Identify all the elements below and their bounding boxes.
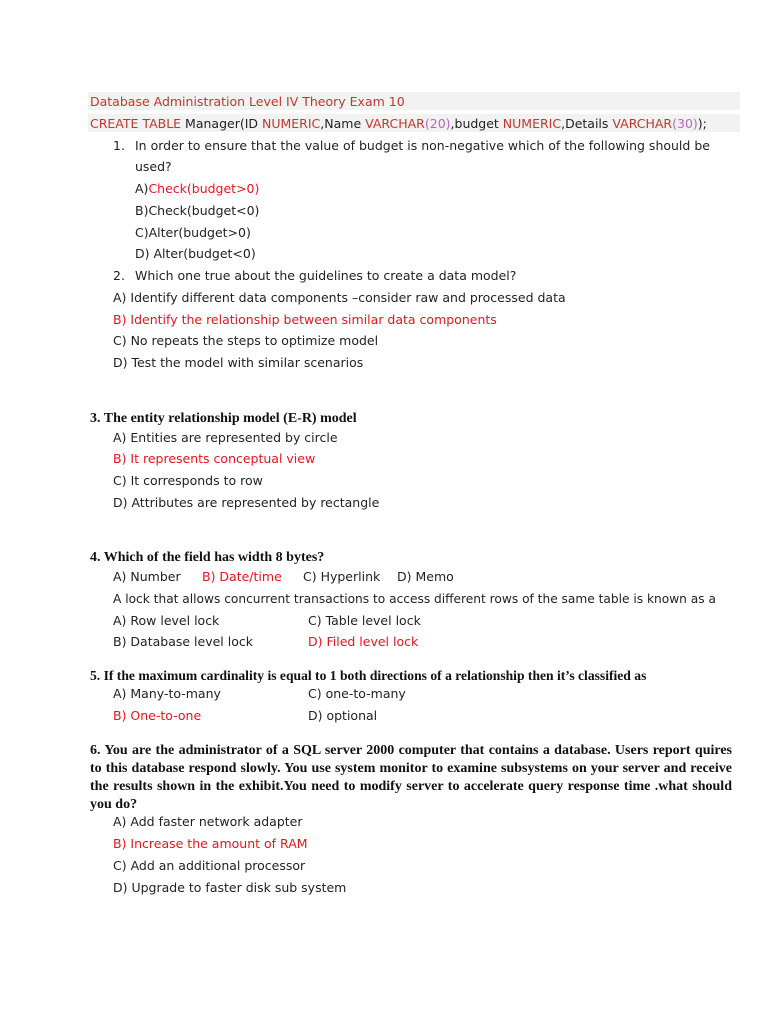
sql-text: ,Details bbox=[561, 116, 613, 131]
answer-option: C) It corresponds to row bbox=[113, 473, 263, 488]
question-text: Which one true about the guidelines to create a data model? bbox=[135, 268, 517, 283]
question-text: 3. The entity relationship model (E-R) model bbox=[90, 411, 357, 426]
answer-option: C) Hyperlink bbox=[303, 569, 381, 584]
answer-option: A) Add faster network adapter bbox=[113, 814, 303, 829]
correct-answer: B) Date/time bbox=[202, 569, 282, 584]
exam-title: Database Administration Level IV Theory Exam 10 bbox=[90, 94, 405, 109]
answer-option: C) one-to-many bbox=[308, 686, 406, 701]
sql-text: ,Name bbox=[320, 116, 366, 131]
answer-option: D) Alter(budget<0) bbox=[135, 246, 256, 261]
sql-text: Manager(ID bbox=[181, 116, 262, 131]
answer-option: B)Check(budget<0) bbox=[135, 203, 260, 218]
correct-answer: B) One-to-one bbox=[113, 708, 202, 723]
sql-keyword: VARCHAR bbox=[365, 116, 425, 131]
sql-keyword: VARCHAR bbox=[612, 116, 673, 131]
answer-option: B) Database level lock bbox=[113, 634, 253, 649]
sql-text: ,budget bbox=[450, 116, 503, 131]
question-text: 4. Which of the field has width 8 bytes? bbox=[90, 550, 325, 565]
correct-answer: D) Filed level lock bbox=[308, 634, 419, 649]
answer-option: A) Number bbox=[113, 569, 181, 584]
answer-option: C)Alter(budget>0) bbox=[135, 225, 251, 240]
question-text: A lock that allows concurrent transactions to access different rows of the same table is known as a bbox=[113, 592, 716, 606]
sql-keyword: CREATE TABLE bbox=[90, 116, 182, 131]
sql-number: (30) bbox=[672, 116, 698, 131]
sql-text: ); bbox=[697, 116, 707, 131]
answer-option: C) No repeats the steps to optimize model bbox=[113, 333, 379, 348]
answer-option: D) Test the model with similar scenarios bbox=[113, 355, 364, 370]
answer-option: D) Attributes are represented by rectangle bbox=[113, 495, 380, 510]
question-number: 1. bbox=[113, 138, 125, 153]
sql-keyword: NUMERIC bbox=[262, 116, 321, 131]
answer-option: D) Upgrade to faster disk sub system bbox=[113, 880, 347, 895]
question-text: used? bbox=[135, 159, 172, 174]
answer-option: A) Entities are represented by circle bbox=[113, 430, 338, 445]
correct-answer: B) It represents conceptual view bbox=[113, 451, 316, 466]
correct-answer: Check(budget>0) bbox=[148, 181, 260, 196]
question-text: 5. If the maximum cardinality is equal to 1 both directions of a relationship then it’s classified as bbox=[90, 668, 647, 683]
answer-option: D) optional bbox=[308, 708, 378, 723]
answer-option: C) Add an additional processor bbox=[113, 858, 306, 873]
answer-option: A) Many-to-many bbox=[113, 686, 221, 701]
sql-keyword: NUMERIC bbox=[502, 116, 562, 131]
answer-option: C) Table level lock bbox=[308, 613, 421, 628]
answer-option: A) Identify different data components –consider raw and processed data bbox=[113, 290, 566, 305]
question-text: 6. You are the administrator of a SQL server 2000 computer that contains a database. Users report quires to this database respond slowly. You use system monitor to examine subsystems on your server and receive the results shown in the exhibit.You need to modify server to accelerate query response time .what should you do? bbox=[90, 743, 732, 812]
question-number: 2. bbox=[113, 268, 125, 283]
question-text: In order to ensure that the value of budget is non-negative which of the following should be bbox=[135, 138, 710, 153]
option-prefix: A) bbox=[135, 181, 149, 196]
sql-statement bbox=[90, 115, 707, 133]
correct-answer: B) Identify the relationship between similar data components bbox=[113, 312, 497, 327]
sql-number: (20) bbox=[424, 116, 451, 131]
correct-answer: B) Increase the amount of RAM bbox=[113, 836, 308, 851]
answer-option: D) Memo bbox=[397, 569, 454, 584]
answer-option: A) Row level lock bbox=[113, 613, 220, 628]
answer-option-correct bbox=[135, 180, 259, 198]
